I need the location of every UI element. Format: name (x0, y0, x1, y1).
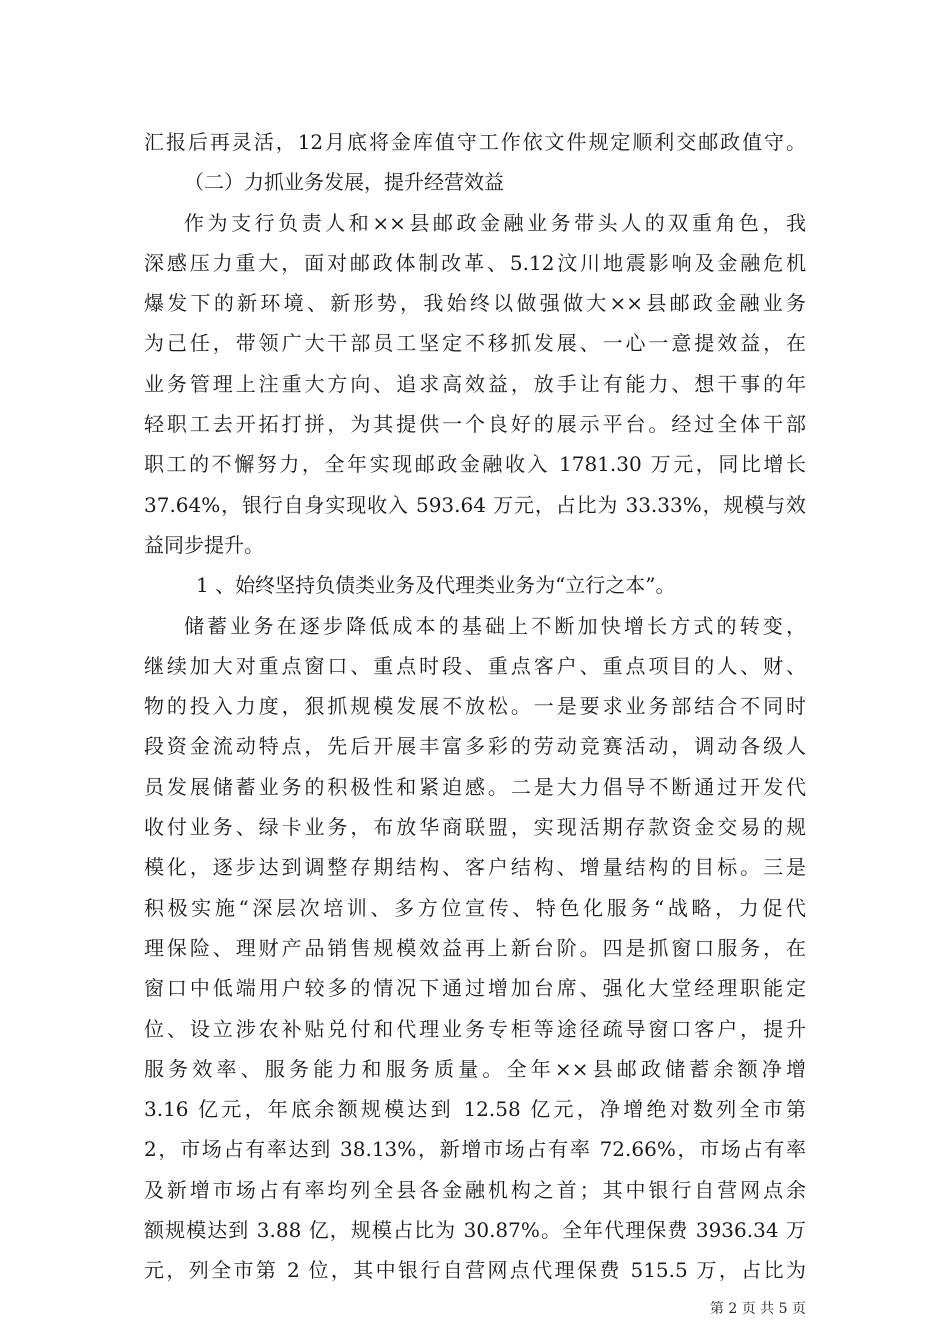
text-line: 储蓄业务在逐步降低成本的基础上不断加快增长方式的转变， (184, 613, 806, 638)
text-line: 继续加大对重点窗口、重点时段、重点客户、重点项目的人、财、 (144, 653, 806, 678)
text-line: 位、设立涉农补贴兑付和代理业务专柜等途径疏导窗口客户，提升 (144, 1016, 806, 1041)
body-text (144, 122, 806, 1291)
text-line: 元，列全市第 2 位，其中银行自营网点代理保费 515.5 万，占比为 (144, 1258, 806, 1283)
text-line: 深感压力重大，面对邮政体制改革、5.12汶川地震影响及金融危机 (144, 250, 806, 275)
text-line: 段资金流动特点，先后开展丰富多彩的劳动竞赛活动，调动各级人 (144, 734, 806, 759)
text-line: 员发展储蓄业务的积极性和紧迫感。二是大力倡导不断通过开发代 (144, 774, 806, 799)
text-line: 37.64%，银行自身实现收入 593.64 万元，占比为 33.33%，规模与效 (144, 492, 806, 517)
subsection-heading: 1 、始终坚持负债类业务及代理类业务为“立行之本”。 (196, 573, 676, 598)
text-line: 积极实施“深层次培训、多方位宣传、特色化服务“战略，力促代 (144, 895, 806, 920)
text-line: 为己任，带领广大干部员工坚定不移抓发展、一心一意提效益，在 (144, 331, 806, 356)
text-line: 益同步提升。 (144, 532, 264, 557)
text-line: 理保险、理财产品销售规模效益再上新台阶。四是抓窗口服务，在 (144, 935, 806, 960)
text-line: 服务效率、服务能力和服务质量。全年××县邮政储蓄余额净增 (144, 1056, 806, 1081)
text-line: 作为支行负责人和××县邮政金融业务带头人的双重角色，我 (184, 210, 806, 235)
text-line: 及新增市场占有率均列全县各金融机构之首；其中银行自营网点余 (144, 1177, 806, 1202)
text-line: 轻职工去开拓打拼，为其提供一个良好的展示平台。经过全体干部 (144, 412, 806, 437)
text-line: 额规模达到 3.88 亿，规模占比为 30.87%。全年代理保费 3936.34 万 (144, 1218, 806, 1243)
text-line: 模化，逐步达到调整存期结构、客户结构、增量结构的目标。三是 (144, 855, 806, 880)
text-line: 职工的不懈努力，全年实现邮政金融收入 1781.30 万元，同比增长 (144, 452, 806, 477)
page-number: 第 2 页 共 5 页 (709, 1301, 806, 1317)
text-line: 收付业务、绿卡业务，布放华商联盟，实现活期存款资金交易的规 (144, 815, 806, 840)
text-line: 窗口中低端用户较多的情况下通过增加台席、强化大堂经理职能定 (144, 976, 806, 1001)
text-line: 物的投入力度，狠抓规模发展不放松。一是要求业务部结合不同时 (144, 694, 806, 719)
text-line: 爆发下的新环境、新形势，我始终以做强做大××县邮政金融业务 (144, 291, 806, 316)
text-line: 业务管理上注重大方向、追求高效益，放手让有能力、想干事的年 (144, 371, 806, 396)
section-heading: （二）力抓业务发展，提升经营效益 (184, 170, 504, 195)
text-line: 2，市场占有率达到 38.13%，新增市场占有率 72.66%，市场占有率 (144, 1137, 806, 1162)
text-line: 汇报后再灵活，12月底将金库值守工作依文件规定顺利交邮政值守。 (144, 130, 806, 154)
text-line: 3.16 亿元，年底余额规模达到 12.58 亿元，净增绝对数列全市第 (144, 1097, 806, 1122)
